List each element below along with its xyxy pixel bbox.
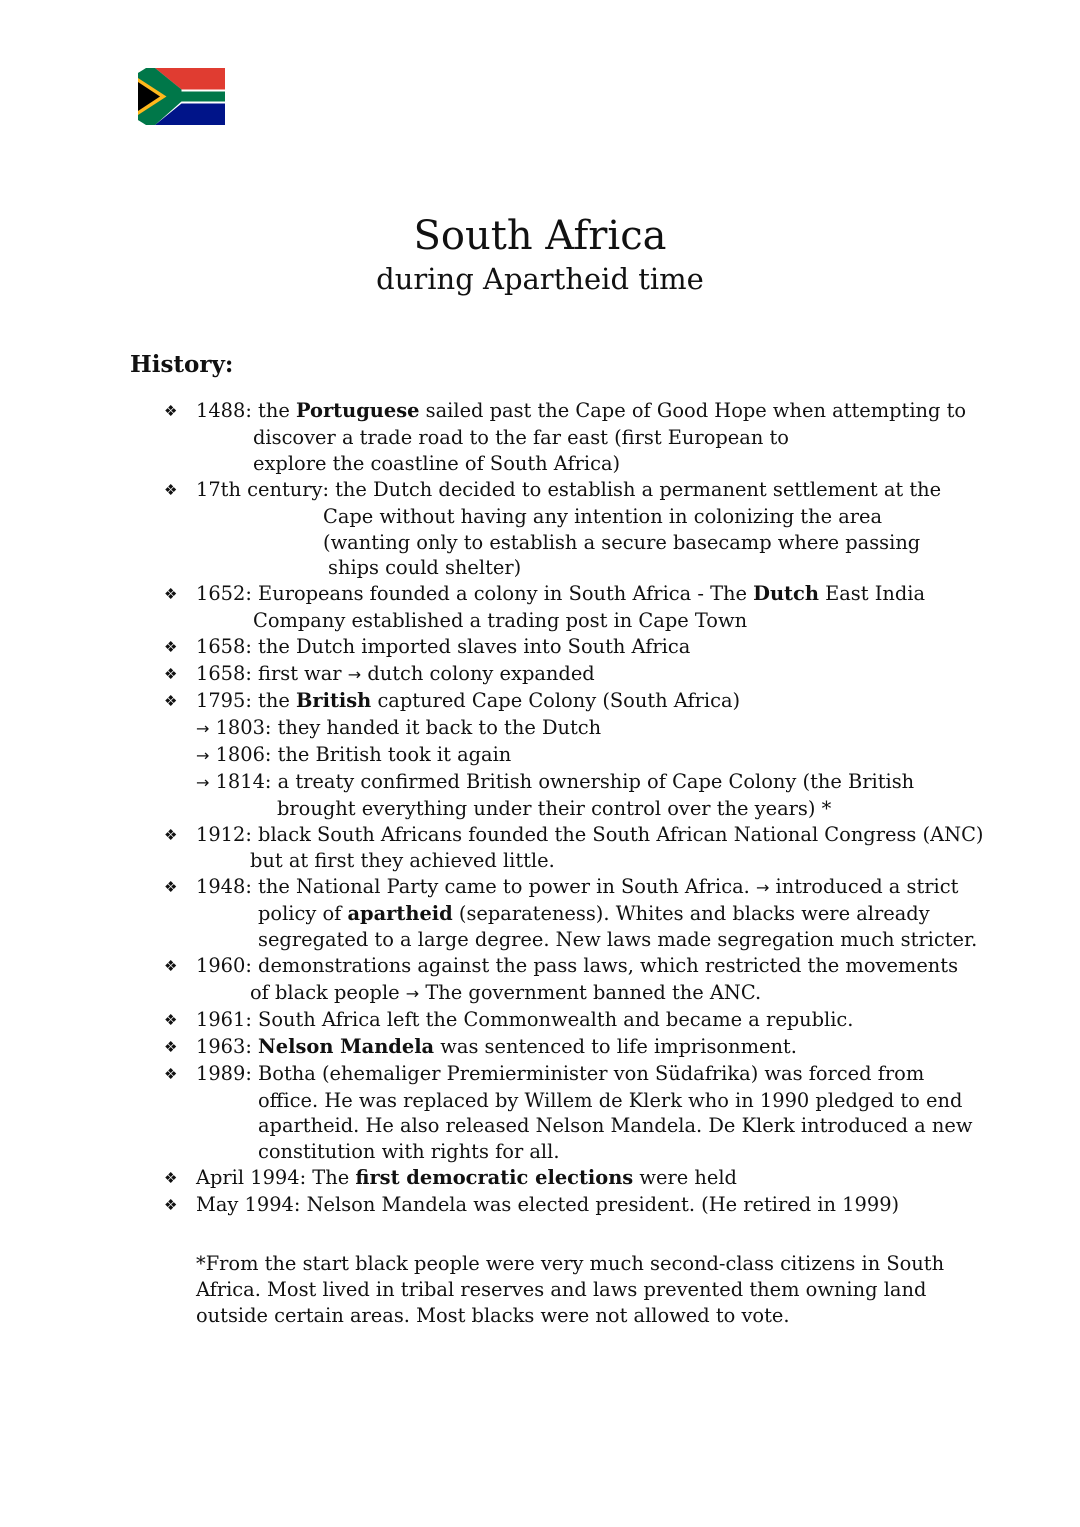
diamond-bullet-icon: ❖: [164, 638, 178, 657]
timeline-item-1960: [164, 953, 964, 1007]
timeline-line: (wanting only to establish a secure basecamp where passing: [323, 530, 921, 554]
timeline-line: policy of apartheid (separateness). Whites and blacks were already: [258, 902, 930, 926]
timeline-item-1963: [164, 1034, 964, 1061]
timeline-line: ❖ May 1994: Nelson Mandela was elected president. (He retired in 1999): [164, 1192, 964, 1219]
diamond-bullet-icon: ❖: [164, 1037, 178, 1056]
diamond-bullet-icon: ❖: [164, 691, 178, 710]
diamond-bullet-icon: ❖: [164, 1169, 178, 1188]
timeline-line: Cape without having any intention in colonizing the area: [323, 504, 883, 528]
timeline-line: constitution with rights for all.: [258, 1140, 560, 1164]
footnote-line: Africa. Most lived in tribal reserves and laws prevented them owning land: [196, 1277, 927, 1301]
diamond-bullet-icon: ❖: [164, 825, 178, 844]
diamond-bullet-icon: ❖: [164, 957, 178, 976]
timeline-line: apartheid. He also released Nelson Mandela. De Klerk introduced a new: [258, 1114, 973, 1138]
timeline-line: Company established a trading post in Cape Town: [253, 609, 748, 633]
timeline-subline: → 1814: a treaty confirmed British ownership of Cape Colony (the British: [196, 769, 915, 793]
timeline-line: ❖ 1652: Europeans founded a colony in South Africa - The Dutch East India: [164, 581, 964, 608]
timeline-item-may-1994: [164, 1192, 964, 1219]
footnote: [196, 1251, 956, 1329]
arrow-right-icon: →: [405, 983, 420, 1003]
timeline-item-1488: [164, 398, 967, 477]
timeline-line: ❖ 1795: the British captured Cape Colony (South Africa): [164, 688, 964, 715]
timeline-line: of black people → The government banned the ANC.: [250, 980, 762, 1004]
timeline-item-1948: [164, 874, 978, 953]
timeline-item-1795: [164, 688, 964, 822]
diamond-bullet-icon: ❖: [164, 1010, 178, 1029]
timeline-item-april-1994: [164, 1165, 964, 1192]
timeline-item-1912: [164, 822, 984, 875]
timeline-item-17th-century: [164, 477, 964, 582]
timeline-subline: → 1806: the British took it again: [196, 742, 512, 766]
timeline-line: ❖ 1960: demonstrations against the pass laws, which restricted the movements: [164, 953, 964, 980]
diamond-bullet-icon: ❖: [164, 1196, 178, 1215]
arrow-right-icon: →: [196, 745, 210, 765]
timeline-line: but at first they achieved little.: [250, 849, 555, 873]
timeline-line: ❖ 1912: black South Africans founded the South African National Congress (ANC): [164, 822, 964, 849]
timeline-item-1658-war: [164, 661, 964, 688]
timeline-line: ❖ 1989: Botha (ehemaliger Premierminister von Südafrika) was forced from: [164, 1061, 964, 1088]
timeline-line: ❖ 1658: first war → dutch colony expanded: [164, 661, 964, 688]
timeline-line: ❖ 1488: the Portuguese sailed past the Cape of Good Hope when attempting to: [164, 398, 964, 425]
timeline-item-1658-slaves: [164, 634, 964, 661]
history-heading: History:: [130, 351, 234, 378]
diamond-bullet-icon: ❖: [164, 878, 178, 897]
south-africa-flag-icon: [138, 68, 225, 125]
timeline-line: ❖ 17th century: the Dutch decided to establish a permanent settlement at the: [164, 477, 964, 504]
timeline-item-1652: [164, 581, 964, 634]
timeline-line: segregated to a large degree. New laws made segregation much stricter.: [258, 928, 978, 952]
history-timeline: [164, 398, 984, 1219]
timeline-subline: → 1803: they handed it back to the Dutch: [196, 715, 602, 739]
timeline-line: ❖ 1658: the Dutch imported slaves into South Africa: [164, 634, 964, 661]
timeline-line: office. He was replaced by Willem de Klerk who in 1990 pledged to end: [258, 1088, 963, 1112]
timeline-line: ❖ 1948: the National Party came to power in South Africa. → introduced a strict: [164, 874, 964, 901]
timeline-item-1961: [164, 1007, 964, 1034]
timeline-line: ❖ 1963: Nelson Mandela was sentenced to life imprisonment.: [164, 1034, 964, 1061]
diamond-bullet-icon: ❖: [164, 402, 178, 420]
page-title: South Africa: [413, 213, 667, 259]
diamond-bullet-icon: ❖: [164, 480, 178, 499]
arrow-right-icon: →: [347, 665, 362, 685]
diamond-bullet-icon: ❖: [164, 665, 178, 684]
footnote-line: *From the start black people were very much second-class citizens in South: [196, 1252, 945, 1275]
timeline-subline: brought everything under their control over the years) *: [277, 796, 832, 820]
page-subtitle: during Apartheid time: [376, 262, 704, 296]
timeline-line: ships could shelter): [328, 556, 522, 580]
timeline-line: ❖ 1961: South Africa left the Commonwealth and became a republic.: [164, 1007, 964, 1034]
timeline-line: ❖ April 1994: The first democratic elections were held: [164, 1165, 964, 1192]
arrow-right-icon: →: [196, 718, 210, 738]
arrow-right-icon: →: [755, 878, 770, 898]
timeline-item-1989: [164, 1061, 973, 1166]
diamond-bullet-icon: ❖: [164, 585, 178, 604]
timeline-line: explore the coastline of South Africa): [253, 451, 621, 475]
timeline-line: discover a trade road to the far east (first European to: [253, 425, 789, 449]
footnote-line: outside certain areas. Most blacks were not allowed to vote.: [196, 1303, 790, 1327]
arrow-right-icon: →: [196, 772, 210, 792]
diamond-bullet-icon: ❖: [164, 1064, 178, 1083]
